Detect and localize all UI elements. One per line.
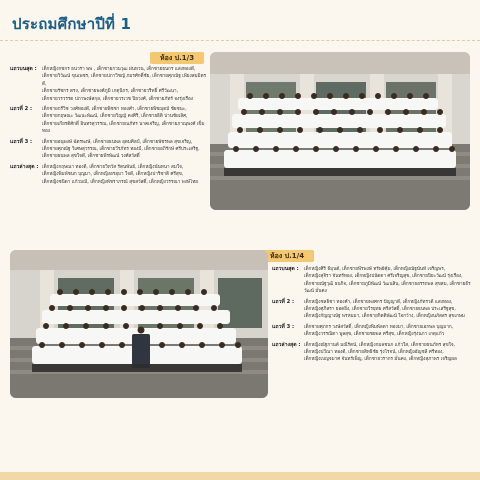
footer-bar [0, 472, 480, 480]
row-label: แถวที่ 2 : [272, 298, 295, 305]
row-names: เด็กชายศุภกร วงษ์สวัสดิ์, เด็กหญิงพิมพ์ลดา ทองมา, เด็กชายเอกพล บุญมาก, เด็กหญิงวรรณิดา พูลสุข, เด็กชายชยพล ศรีสุข, เด็กหญิงรุ่งนภา เกตุแก้ว [304, 324, 454, 338]
row-names: เด็กหญิงชลธิชา ทองคำ, เด็กชายพงศกร ปัญญาดี, เด็กหญิงภัทรวดี แสงทอง, เด็กหญิงศุภิสรา ยอดยิ่ง, เด็กชายวีรยุทธ ศรีสวัสดิ์, เด็กชายธนพล ประเสริฐสุข, เด็กหญิงกัญญาณัฐ พรหมมา, เด็กชายกิตติพัฒน์ ใจกว้าง, เด็กหญิงนภัสสร สุขเกษม [304, 299, 465, 320]
row-group [10, 66, 208, 103]
student-name-list [272, 266, 472, 367]
row-group [272, 342, 472, 364]
class-photo-graphic [210, 52, 470, 210]
room-label: ห้อง ป.1/4 [260, 250, 314, 262]
row-label: แถวล่างสุด : [272, 341, 301, 348]
class-photo [210, 52, 470, 210]
row-label: แถวล่างสุด : [10, 163, 39, 170]
class-section-1-4 [0, 240, 480, 480]
row-label: แถวบนสุด : [272, 266, 299, 272]
row-names: เด็กหญิงศิริ ธีมุนต์, เด็กชายพีรพงษ์ ทรัพย์คุ้ม, เด็กหญิงณัฐนันท์ เจริญพร, เด็กหญิงสุจิรา จันทร์ทอง, เด็กหญิงปนัดดา ศรีเจริญสุข, เด็กชายปิยะวัฒน์ รุ่งเรือง, เด็กชายณัฐวุฒิ ธนกิจ, เด็กชายภูมิพัฒน์ วัฒนสิน, เด็กชายอรรถพล สุขสม, เด็กชายธีรวัฒน์ มั่นคง [304, 267, 471, 295]
row-names: เด็กหญิงกชกร ธนวรา พพ , เด็กชายกวนวุฒ ฝนหวน, เด็กชายธนกร แสงทองดี, เด็กชายวิวัฒน์ ขุนเพชร, เด็กชายปภาวิชญ์ ภมรศักดิ์ชัย, เด็กชายศุภณัฐ เพียงสมมิตรดี, เด็กชายรัชกร ตรง, เด็กชายพงศ์ภูมิ เกตุนิกร, เด็กชายวริทธิ์ ศรีวัฒนา, เด็กชายวรวรรต ปภาพงษ์สกุล, เด็กชายวรเวช ปิยวงศ์, เด็กชายภัทร์ จงรุ่งเรือง [42, 67, 207, 102]
teacher-figure [132, 334, 150, 368]
class-photo-graphic [10, 250, 268, 398]
row-group [10, 139, 208, 161]
row-label: แถวที่ 2 : [10, 106, 33, 113]
row-label: แถวที่ 3 : [10, 138, 33, 145]
row-label: แถวที่ 3 : [272, 323, 295, 330]
class-photo [10, 250, 268, 398]
row-group [10, 164, 208, 186]
page-title: ประถมศึกษาปีที่ 1 [12, 15, 132, 33]
row-names: เด็กชายกรีวิช วงศ์ทองดี, เด็กชายพิชชา ทองคำ, เด็กชายพิชญุตม์ ชัยชนะ, เด็กชายกฤษณะ วัฒนะพัฒน์, เด็กชายวิญญ์ คงศิริ, เด็กชายธิติ ปานชัยเลิศ, เด็กชายเกียรติศักดิ์ อินทรสุวรรณ, เด็กชายณภัทร นาคเจริญ, เด็กชายภาณุพงศ์ เข็มทอง [42, 107, 205, 135]
row-group [272, 266, 472, 296]
row-group [10, 106, 208, 136]
student-name-list [10, 66, 208, 189]
row-names: เด็กหญิงกฤษณา ทองดี, เด็กชายวิทวัส รัตนพันธ์, เด็กหญิงนันทนา สมใจ, เด็กหญิงพิมพ์ชนก บุญมา, เด็กหญิงอรอุมา ใจดี, เด็กหญิงปาริชาติ ศรีสุข, เด็กหญิงชนิดา แก้วมณี, เด็กหญิงพัชราภรณ์ สุขสวัสดิ์, เด็กหญิงวรรณา พงษ์ไทย [42, 164, 198, 185]
row-names: เด็กหญิงณัฐกานต์ มณีรัตน์, เด็กหญิงกมลชนก แก้วใส, เด็กชายธนภัทร สุขใจ, เด็กหญิงปวีณา ทองดี, เด็กชายสิทธิชัย รุ่งโรจน์, เด็กหญิงอัญชลี ศรีทอง, เด็กหญิงเบญจมาศ จันทร์เพ็ญ, เด็กชายวรากร มั่นคง, เด็กหญิงสุภาพร เจริญผล [304, 342, 457, 363]
row-group [272, 324, 472, 339]
row-names: เด็กชายอนุพงษ์ ฉัตรพงษ์, เด็กชายธนพล อุดมศิลป์, เด็กชายพัชรพล สุขเจริญ, เด็กชายศุภณัฐ วิเศษสุวรรณ, เด็กชายวีรภัทร ทองมี, เด็กชายอภิรักษ์ ศรีประเสริฐ, เด็กชายธนพล สุขใจดี, เด็กชายพีรพัฒน์ วงศ์สวัสดิ์ [42, 139, 200, 160]
row-group [272, 299, 472, 321]
room-label: ห้อง ป.1/3 [150, 52, 204, 64]
row-label: แถวบนสุด : [10, 66, 37, 72]
